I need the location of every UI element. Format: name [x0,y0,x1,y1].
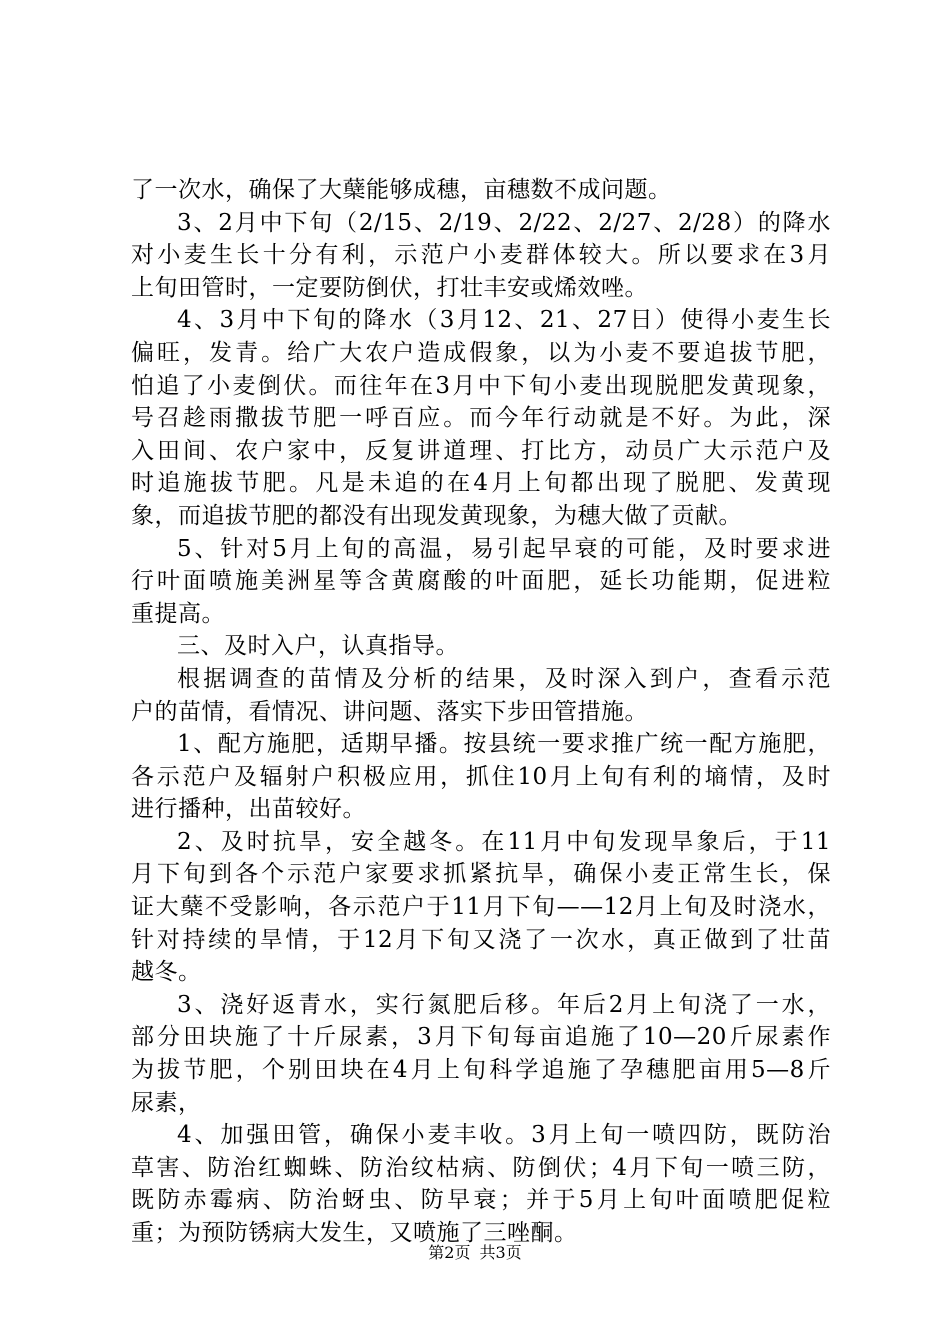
text-line: 2、及时抗旱，安全越冬。在11月中旬发现旱象后，于11 [177,828,831,855]
text-line: 重；为预防锈病大发生，又喷施了三唑酮。 [131,1220,578,1246]
text-line: 了一次水，确保了大蘖能够成穗，亩穗数不成问题。 [131,177,672,203]
text-line: 尿素， [131,1089,202,1116]
text-line: 4、3月中下旬的降水（3月12、21、27日）使得小麦生长 [177,307,831,334]
text-line: 三、及时入户，认真指导。 [177,633,459,660]
text-line: 针对持续的旱情，于12月下旬又浇了一次水，真正做到了壮苗 [131,926,831,953]
text-line: 越冬。 [131,959,202,986]
text-line: 象，而追拔节肥的都没有出现发黄现象，为穗大做了贡献。 [131,502,742,529]
text-line: 重提高。 [131,600,225,627]
text-line: 各示范户及辐射户积极应用，抓住10月上旬有利的墒情，及时 [131,763,831,790]
text-line: 根据调查的苗情及分析的结果，及时深入到户，查看示范 [177,665,831,692]
text-line: 3、2月中下旬（2/15、2/19、2/22、2/27、2/28）的降水 [177,209,831,236]
text-line: 4、加强田管，确保小麦丰收。3月上旬一喷四防，既防治 [177,1122,831,1149]
text-line: 户的苗情，看情况、讲问题、落实下步田管措施。 [131,698,648,725]
text-line: 怕追了小麦倒伏。而往年在3月中下旬小麦出现脱肥发黄现象， [131,372,831,399]
text-line: 既防赤霉病、防治蚜虫、防早衰；并于5月上旬叶面喷肥促粒 [131,1187,831,1214]
text-line: 为拔节肥，个别田块在4月上旬科学追施了孕穗肥亩用5—8斤 [131,1057,831,1084]
text-line: 对小麦生长十分有利，示范户小麦群体较大。所以要求在3月 [131,242,831,269]
text-line: 1、配方施肥，适期早播。按县统一要求推广统一配方施肥， [177,731,831,758]
total-pages: 共3页 [479,1243,522,1262]
text-line: 草害、防治红蜘蛛、防治纹枯病、防倒伏；4月下旬一喷三防， [131,1154,831,1181]
text-line: 3、浇好返青水，实行氮肥后移。年后2月上旬浇了一水， [177,991,831,1018]
text-line: 号召趁雨撒拔节肥一呼百应。而今年行动就是不好。为此，深 [131,405,831,432]
text-line: 入田间、农户家中，反复讲道理、打比方，动员广大示范户及 [131,437,831,464]
text-line: 时追施拔节肥。凡是未追的在4月上旬都出现了脱肥、发黄现 [131,470,831,497]
document-body [131,174,831,1250]
current-page-number: 第2页 [428,1243,471,1262]
text-line: 行叶面喷施美洲星等含黄腐酸的叶面肥，延长功能期，促进粒 [131,568,831,595]
text-line: 进行播种，出苗较好。 [131,796,366,823]
page-footer [0,1243,950,1263]
text-line: 月下旬到各个示范户家要求抓紧抗旱，确保小麦正常生长，保 [131,861,831,888]
text-line: 上旬田管时，一定要防倒伏，打壮丰安或烯效唑。 [131,274,648,301]
text-line: 部分田块施了十斤尿素，3月下旬每亩追施了10—20斤尿素作 [131,1024,831,1051]
text-line: 证大蘖不受影响，各示范户于11月下旬——12月上旬及时浇水， [131,894,831,921]
text-line: 偏旺，发青。给广大农户造成假象，以为小麦不要追拔节肥， [131,339,831,366]
text-line: 5、针对5月上旬的高温，易引起早衰的可能，及时要求进 [177,535,831,562]
